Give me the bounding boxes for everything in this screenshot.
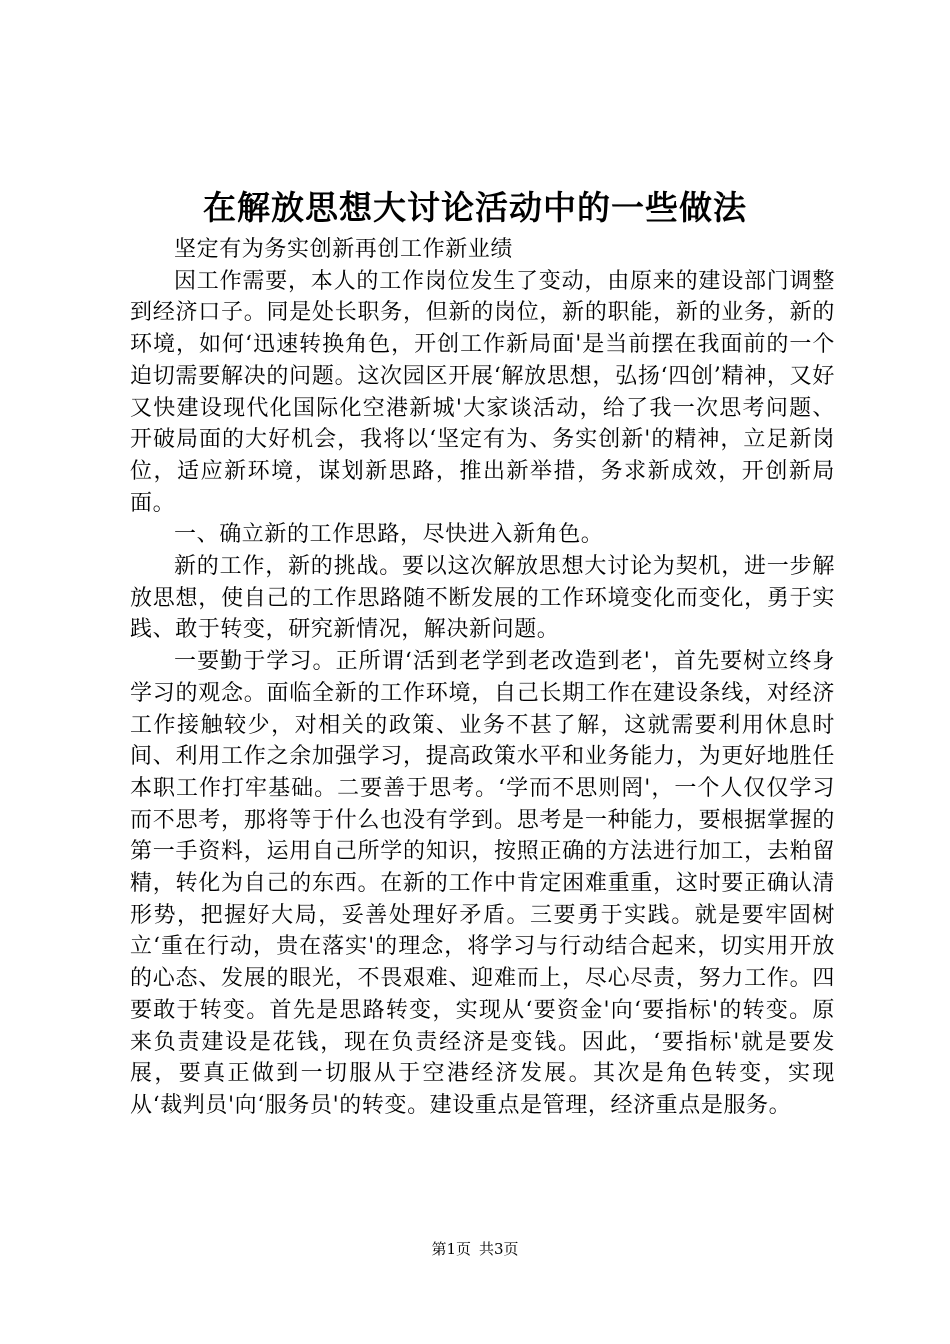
page-number: 第1页	[431, 1240, 471, 1258]
page-footer	[0, 1238, 950, 1260]
section-heading-1: 一、确立新的工作思路，尽快进入新角色。	[174, 522, 604, 548]
document-title: 在解放思想大讨论活动中的一些做法	[203, 188, 747, 227]
paragraph-intro: 因工作需要，本人的工作岗位发生了变动，由原来的建设部门调整到经济口子。同是处长职务，但新的岗位，新的职能，新的业务，新的环境，如何‘迅速转换角色，开创工作新局面'是当前摆在我面前的一个迫切需要解决的问题。这次园区开展‘解放思想，弘扬‘四创’精神，又好又快建设现代化国际化空港新城'大家谈活动，给了我一次思考问题、开破局面的大好机会，我将以‘坚定有为、务实创新'的精神，立足新岗位，适应新环境，谋划新思路，推出新举措，务求新成效，开创新局面。	[130, 268, 835, 516]
page-total: 共3页	[479, 1240, 519, 1258]
paragraph-section-1-detail: 一要勤于学习。正所谓‘活到老学到老改造到老'，首先要树立终身学习的观念。面临全新的工作环境，自己长期工作在建设条线，对经济工作接触较少，对相关的政策、业务不甚了解，这就需要利用休息时间、利用工作之余加强学习，提高政策水平和业务能力，为更好地胜任本职工作打牢基础。二要善于思考。‘学而不思则罔'，一个人仅仅学习而不思考，那将等于什么也没有学到。思考是一种能力，要根据掌握的第一手资料，运用自己所学的知识，按照正确的方法进行加工，去粕留精，转化为自己的东西。在新的工作中肯定困难重重，这时要正确认清形势，把握好大局，妥善处理好矛盾。三要勇于实践。就是要牢固树立‘重在行动，贵在落实'的理念，将学习与行动结合起来，切实用开放的心态、发展的眼光，不畏艰难、迎难而上，尽心尽责，努力工作。四要敢于转变。首先是思路转变，实现从‘要资金'向‘要指标'的转变。原来负责建设是花钱，现在负责经济是变钱。因此，‘要指标'就是要发展，要真正做到一切服从于空港经济发展。其次是角色转变，实现从‘裁判员'向‘服务员'的转变。建设重点是管理，经济重点是服务。	[130, 649, 835, 1118]
paragraph-section-1-lead: 新的工作，新的挑战。要以这次解放思想大讨论为契机，进一步解放思想，使自己的工作思路随不断发展的工作环境变化而变化，勇于实践、敢于转变，研究新情况，解决新问题。	[130, 554, 835, 643]
document-body	[130, 234, 835, 1122]
paragraph-subtitle: 坚定有为务实创新再创工作新业绩	[174, 237, 514, 262]
